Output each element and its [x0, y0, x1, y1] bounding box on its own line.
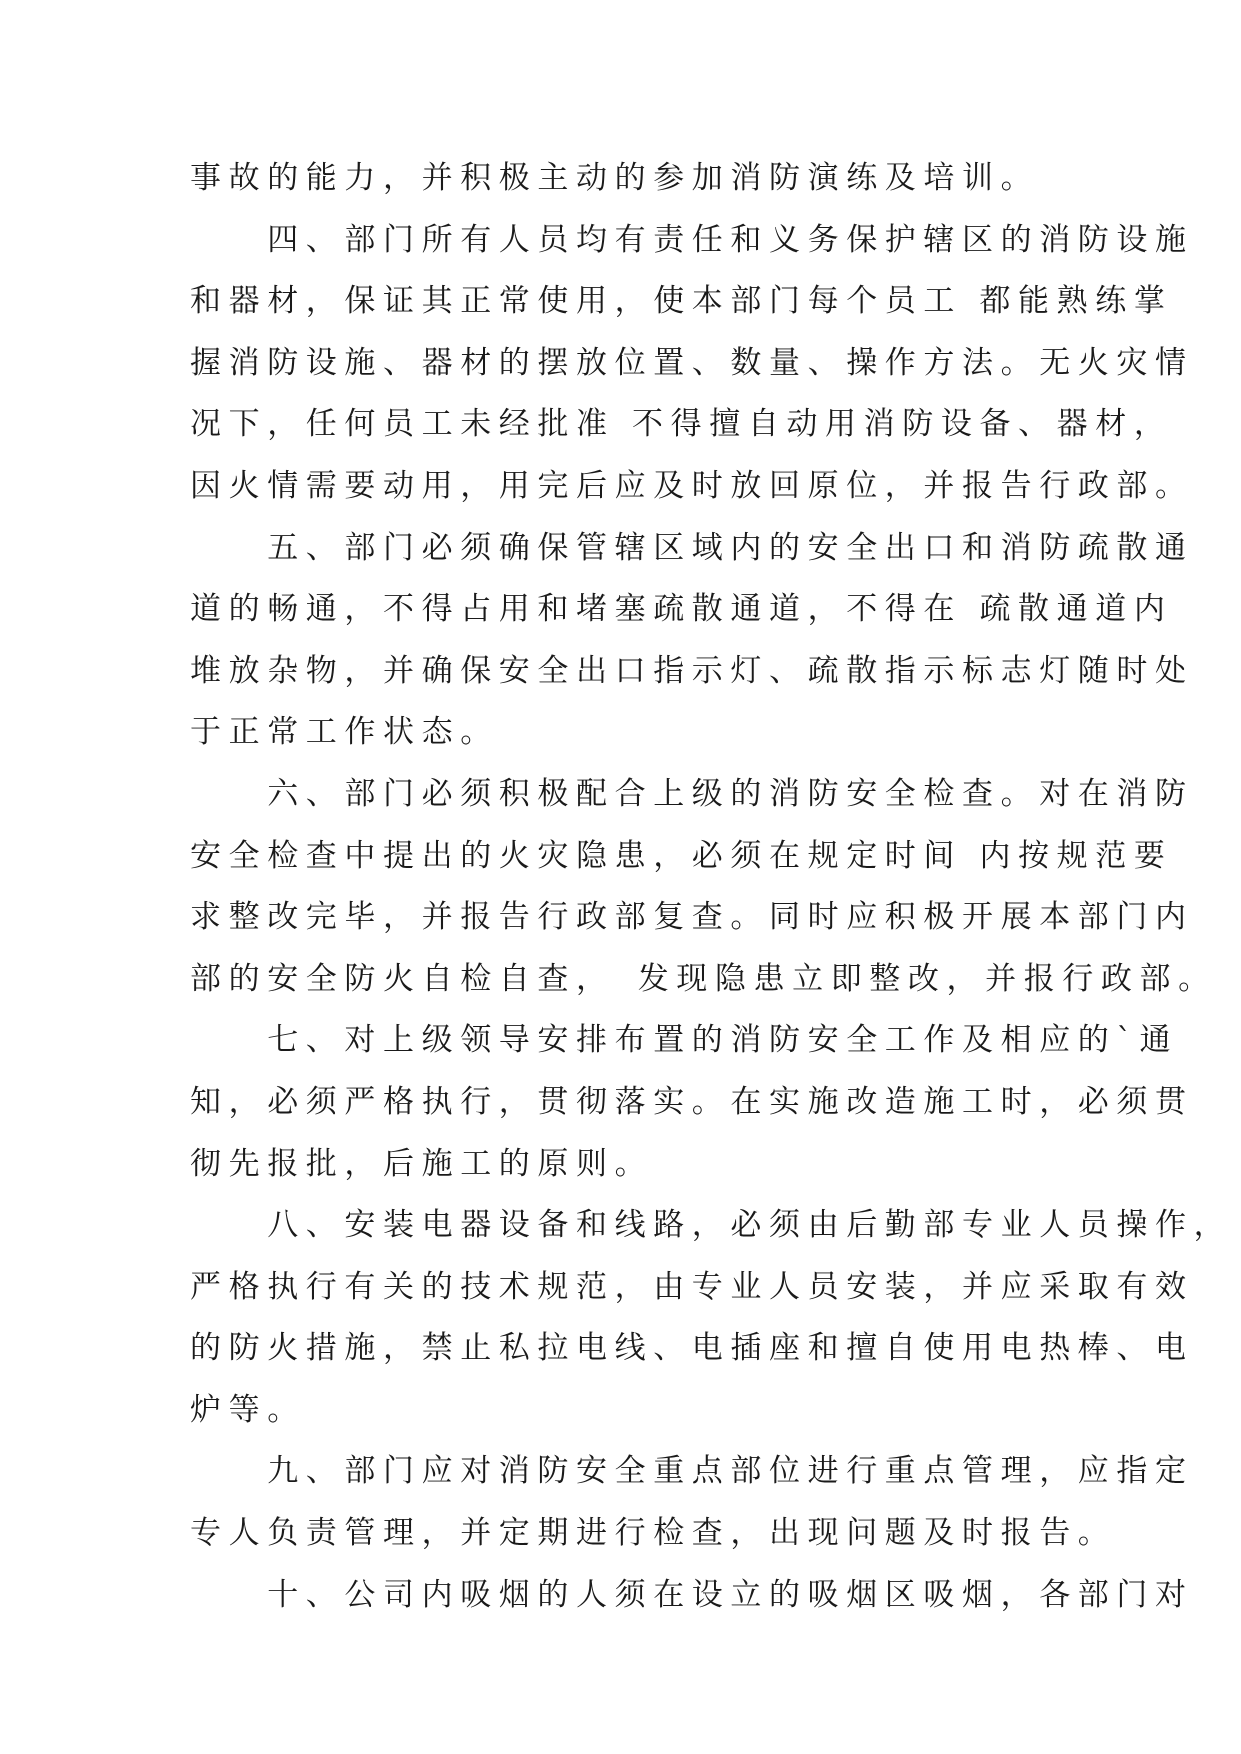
- text-line: 堆放杂物，并确保安全出口指示灯、疏散指示标志灯随时处: [190, 652, 1194, 689]
- text-line: 握消防设施、器材的摆放位置、数量、操作方法。无火灾情: [190, 344, 1194, 381]
- text-line: 十、公司内吸烟的人须在设立的吸烟区吸烟，各部门对: [190, 1576, 1194, 1613]
- text-line: 四、部门所有人员均有责任和义务保护辖区的消防设施: [190, 221, 1194, 258]
- text-line: 九、部门应对消防安全重点部位进行重点管理，应指定: [190, 1453, 1194, 1490]
- text-line: 安全检查中提出的火灾隐患，必须在规定时间 内按规范要: [190, 837, 1173, 874]
- text-line: 和器材，保证其正常使用，使本部门每个员工 都能熟练掌: [190, 283, 1173, 320]
- text-line: 专人负责管理，并定期进行检查，出现问题及时报告。: [190, 1515, 1117, 1552]
- text-line: 炉等。: [190, 1391, 306, 1428]
- text-line: 的防火措施，禁止私拉电线、电插座和擅自使用电热棒、电: [190, 1330, 1194, 1367]
- text-line: 道的畅通，不得占用和堵塞疏散通道，不得在 疏散通道内: [190, 591, 1173, 628]
- text-line: 求整改完毕，并报告行政部复查。同时应积极开展本部门内: [190, 899, 1194, 936]
- text-line: 因火情需要动用，用完后应及时放回原位，并报告行政部。: [190, 467, 1194, 504]
- text-line: 部的安全防火自检自查， 发现隐患立即整改，并报行政部。: [190, 960, 1217, 997]
- text-line: 八、安装电器设备和线路，必须由后勤部专业人员操作，: [190, 1207, 1233, 1244]
- document-body: [190, 148, 1233, 1626]
- text-line: 知，必须严格执行，贯彻落实。在实施改造施工时，必须贯: [190, 1083, 1194, 1120]
- text-line: 于正常工作状态。: [190, 714, 499, 751]
- text-line: 七、对上级领导安排布置的消防安全工作及相应的`通: [190, 1022, 1179, 1059]
- text-line: 五、部门必须确保管辖区域内的安全出口和消防疏散通: [190, 529, 1194, 566]
- text-line: 严格执行有关的技术规范，由专业人员安装，并应采取有效: [190, 1268, 1194, 1305]
- text-line: 六、部门必须积极配合上级的消防安全检查。对在消防: [190, 775, 1194, 812]
- text-line: 况下，任何员工未经批准 不得擅自动用消防设备、器材，: [190, 406, 1173, 443]
- text-line: 彻先报批，后施工的原则。: [190, 1145, 654, 1182]
- text-line: 事故的能力，并积极主动的参加消防演练及培训。: [190, 160, 1040, 196]
